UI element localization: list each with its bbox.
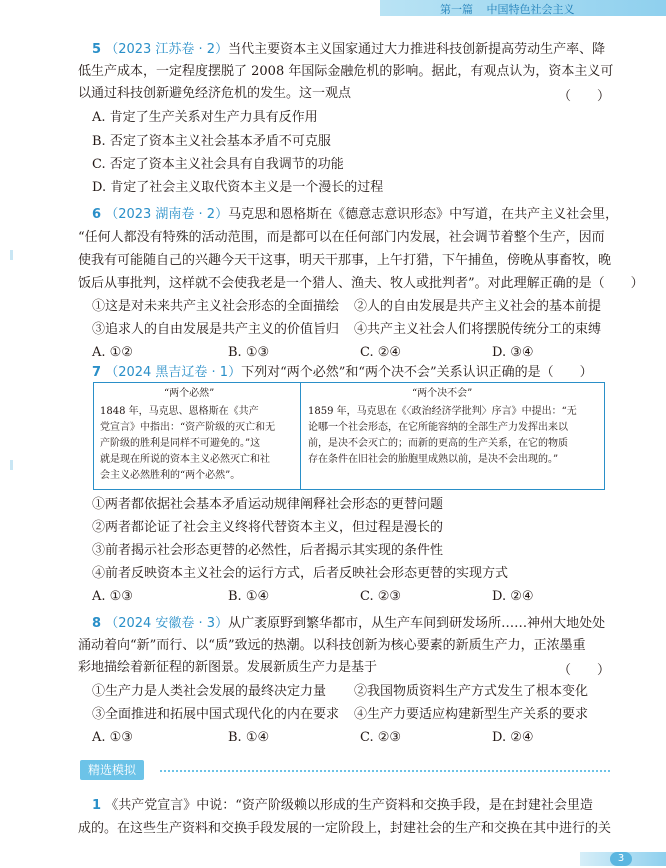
statement: ②两者都论证了社会主义终将代替资本主义，但过程是漫长的 bbox=[92, 520, 444, 535]
option-b: B. ①④ bbox=[228, 589, 270, 604]
question-source: （2024 黑吉辽卷 · 1） bbox=[105, 365, 242, 380]
option-c: C. ②③ bbox=[360, 730, 402, 745]
option-c: C. 否定了资本主义社会具有自我调节的功能 bbox=[92, 157, 344, 172]
question-text: 低生产成本，一定程度摆脱了 2008 年国际金融危机的影响。据此，有观点认为，资本主义可 bbox=[78, 64, 614, 79]
margin-tick bbox=[10, 460, 13, 470]
option-b: B. ①④ bbox=[228, 730, 270, 745]
option-d: D. ②④ bbox=[492, 589, 534, 604]
statement: ④生产力要适应构建新型生产关系的要求 bbox=[354, 707, 589, 722]
answer-paren: （ ） bbox=[558, 663, 611, 678]
question-text: 成的。在这些生产资料和交换手段发展的一定阶段上，封建社会的生产和交换在其中进行的关 bbox=[78, 821, 612, 836]
quote-right-line: 1859 年，马克思在《〈政治经济学批判〉序言》中提出：“无 bbox=[308, 406, 577, 417]
question-source: （2023 湖南卷 · 2） bbox=[105, 207, 229, 222]
quote-left-title: “两个必然” bbox=[164, 388, 215, 399]
quote-right-line: 论哪一个社会形态，在它所能容纳的全部生产力发挥出来以 bbox=[308, 422, 568, 433]
statement: ②我国物质资料生产方式发生了根本变化 bbox=[354, 684, 589, 699]
question-text: 马克思和恩格斯在《德意志意识形态》中写道，在共产主义社会里， bbox=[228, 207, 619, 222]
quote-left-line: 就是现在所说的资本主义必然灭亡和社 bbox=[100, 454, 270, 465]
statement: ①这是对未来共产主义社会形态的全面描绘 bbox=[92, 299, 340, 314]
quote-left-line: 党宣言》中指出：“资产阶级的灭亡和无 bbox=[100, 422, 276, 433]
option-a: A. ①② bbox=[92, 345, 133, 360]
section-label: 精选模拟 bbox=[80, 760, 144, 780]
option-a: A. ①③ bbox=[92, 589, 133, 604]
option-a: A. 肯定了生产关系对生产力具有反作用 bbox=[92, 110, 318, 125]
option-a: A. ①③ bbox=[92, 730, 133, 745]
question-number: 8 bbox=[92, 616, 102, 631]
question-text: 彩地描绘着新征程的新图景。发展新质生产力是基于 bbox=[78, 660, 378, 675]
quote-right-line: 前，是决不会灭亡的；而新的更高的生产关系，在它的物质 bbox=[308, 438, 568, 449]
statement: ②人的自由发展是共产主义社会的基本前提 bbox=[354, 299, 602, 314]
statement: ③全面推进和拓展中国式现代化的内在要求 bbox=[92, 707, 340, 722]
question-text: 《共产党宣言》中说：“资产阶级赖以形成的生产资料和交换手段，是在封建社会里造 bbox=[105, 798, 593, 813]
question-text: 下列对“两个必然”和“两个决不会”关系认识正确的是（ ） bbox=[241, 365, 593, 380]
statement: ①两者都依据社会基本矛盾运动规律阐释社会形态的更替问题 bbox=[92, 497, 444, 512]
quote-box bbox=[93, 382, 605, 490]
running-header bbox=[440, 1, 585, 17]
header-title: 中国特色社会主义 bbox=[486, 3, 575, 16]
question-text: 饭后从事批判，这样就不会使我老是一个猎人、渔夫、牧人或批判者”。对此理解正确的是（ ） bbox=[78, 276, 644, 291]
quote-left-line: 1848 年，马克思、恩格斯在《共产 bbox=[100, 406, 259, 417]
question-number: 6 bbox=[92, 207, 102, 222]
question-source: （2023 江苏卷 · 2） bbox=[105, 42, 229, 57]
option-c: C. ②③ bbox=[360, 589, 402, 604]
statement: ③前者揭示社会形态更替的必然性，后者揭示其实现的条件性 bbox=[92, 543, 444, 558]
option-b: B. 否定了资本主义社会基本矛盾不可克服 bbox=[92, 134, 331, 149]
question-source: （2024 安徽卷 · 3） bbox=[105, 616, 229, 631]
quote-right-title: “两个决不会” bbox=[412, 388, 473, 399]
statement: ③追求人的自由发展是共产主义的价值旨归 bbox=[92, 322, 340, 337]
quote-right-line: 存在条件在旧社会的胎胞里成熟以前，是决不会出现的。” bbox=[308, 454, 559, 465]
header-part: 第一篇 bbox=[440, 3, 473, 16]
margin-tick bbox=[10, 250, 13, 260]
quote-left-line: 会主义必然胜利的“两个必然”。 bbox=[100, 470, 241, 481]
option-d: D. ③④ bbox=[492, 345, 534, 360]
quote-left-line: 产阶级的胜利是同样不可避免的。”这 bbox=[100, 438, 261, 449]
question-text: 涌动着向“新”而行、以“质”致远的热潮。以科技创新为核心要素的新质生产力，正浓墨重 bbox=[78, 638, 586, 653]
statement: ①生产力是人类社会发展的最终决定力量 bbox=[92, 684, 327, 699]
question-text: “任何人都没有特殊的活动范围，而是都可以在任何部门内发展，社会调节着整个生产，因而 bbox=[78, 230, 605, 245]
option-d: D. ②④ bbox=[492, 730, 534, 745]
option-c: C. ②④ bbox=[360, 345, 402, 360]
answer-paren: （ ） bbox=[558, 89, 611, 104]
question-number: 5 bbox=[92, 42, 102, 57]
question-text: 使我有可能随自己的兴趣今天干这事，明天干那事，上午打猎，下午捕鱼，傍晚从事畜牧，晚 bbox=[78, 253, 612, 268]
question-text: 当代主要资本主义国家通过大力推进科技创新提高劳动生产率、降 bbox=[228, 42, 606, 57]
quote-divider bbox=[300, 383, 301, 489]
statement: ④前者反映资本主义社会的运行方式，后者反映社会形态更替的实现方式 bbox=[92, 566, 509, 581]
statement: ④共产主义社会人们将摆脱传统分工的束缚 bbox=[354, 322, 602, 337]
question-text: 从广袤原野到繁华都市，从生产车间到研发场所……神州大地处处 bbox=[228, 616, 606, 631]
question-number: 1 bbox=[92, 798, 102, 813]
question-text: 以通过科技创新避免经济危机的发生。这一观点 bbox=[78, 86, 352, 101]
section-divider bbox=[160, 770, 610, 772]
option-d: D. 肯定了社会主义取代资本主义是一个漫长的过程 bbox=[92, 180, 384, 195]
question-number: 7 bbox=[92, 365, 102, 380]
page-number: 3 bbox=[610, 852, 632, 866]
option-b: B. ①③ bbox=[228, 345, 270, 360]
